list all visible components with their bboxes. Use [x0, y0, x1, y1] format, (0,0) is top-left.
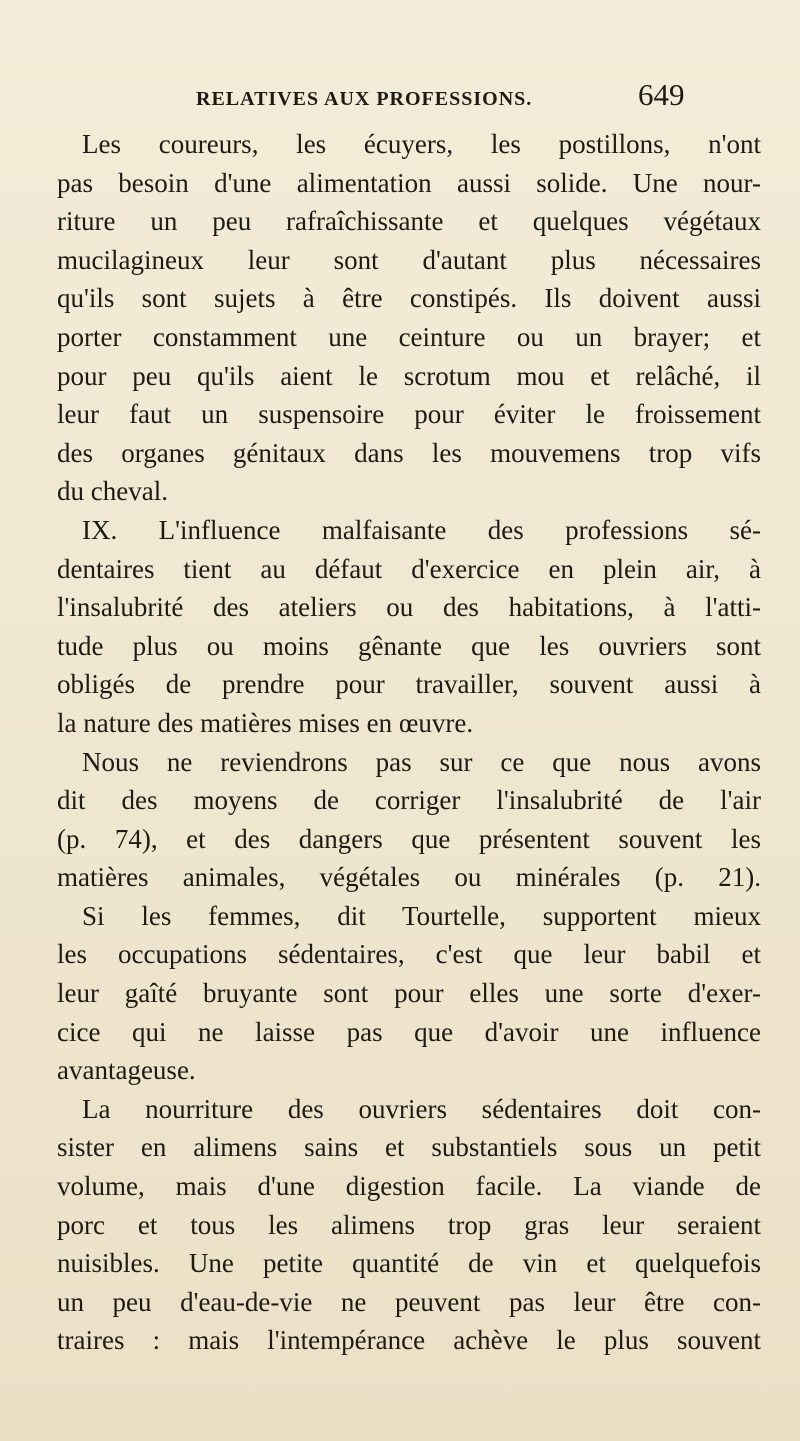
text-line: un peu d'eau-de-vie ne peuvent pas leur être con-	[57, 1286, 761, 1317]
text-line: mucilagineux leur sont d'autant plus nécessaires	[57, 244, 761, 275]
text-line: qu'ils sont sujets à être constipés. Ils doivent aussi	[57, 283, 761, 314]
text-line: IX. L'influence malfaisante des professions sé-	[82, 514, 761, 545]
text-line: obligés de prendre pour travailler, souvent aussi à	[57, 669, 761, 700]
text-line: pour peu qu'ils aient le scrotum mou et relâché, il	[57, 360, 761, 391]
text-line: volume, mais d'une digestion facile. La viande de	[57, 1171, 761, 1202]
text-line: leur faut un suspensoire pour éviter le froissement	[57, 399, 761, 430]
text-line: traires : mais l'intempérance achève le plus souvent	[57, 1325, 761, 1356]
text-line: dentaires tient au défaut d'exercice en plein air, à	[57, 553, 761, 584]
page-number: 649	[638, 77, 685, 112]
text-line: l'insalubrité des ateliers ou des habitations, à l'atti-	[57, 592, 761, 623]
text-line: porc et tous les alimens trop gras leur seraient	[57, 1209, 761, 1240]
text-line: Nous ne reviendrons pas sur ce que nous avons	[82, 746, 761, 777]
text-line: (p. 74), et des dangers que présentent souvent les	[57, 823, 761, 854]
text-line: du cheval.	[57, 476, 168, 507]
text-line: les occupations sédentaires, c'est que leur babil et	[57, 939, 761, 970]
text-line: nuisibles. Une petite quantité de vin et quelquefois	[57, 1248, 761, 1279]
running-title: RELATIVES AUX PROFESSIONS.	[196, 88, 533, 110]
text-line: matières animales, végétales ou minérales (p. 21).	[57, 862, 761, 893]
text-line: sister en alimens sains et substantiels sous un petit	[57, 1132, 761, 1163]
text-line: pas besoin d'une alimentation aussi solide. Une nour-	[57, 167, 761, 198]
text-line: leur gaîté bruyante sont pour elles une sorte d'exer-	[57, 978, 761, 1009]
text-line: la nature des matières mises en œuvre.	[57, 707, 474, 738]
text-line: porter constamment une ceinture ou un brayer; et	[57, 321, 761, 352]
text-line: Si les femmes, dit Tourtelle, supportent mieux	[82, 900, 761, 931]
text-line: avantageuse.	[57, 1055, 196, 1086]
text-line: cice qui ne laisse pas que d'avoir une influence	[57, 1016, 761, 1047]
text-line: La nourriture des ouvriers sédentaires doit con-	[82, 1093, 761, 1124]
text-line: Les coureurs, les écuyers, les postillons, n'ont	[82, 129, 761, 159]
body-text	[57, 125, 761, 1360]
text-line: riture un peu rafraîchissante et quelques végétaux	[57, 206, 761, 237]
text-line: tude plus ou moins gênante que les ouvriers sont	[57, 630, 761, 661]
text-line: des organes génitaux dans les mouvemens trop vifs	[57, 437, 761, 468]
text-line: dit des moyens de corriger l'insalubrité de l'air	[57, 785, 761, 816]
page-header	[196, 77, 696, 117]
